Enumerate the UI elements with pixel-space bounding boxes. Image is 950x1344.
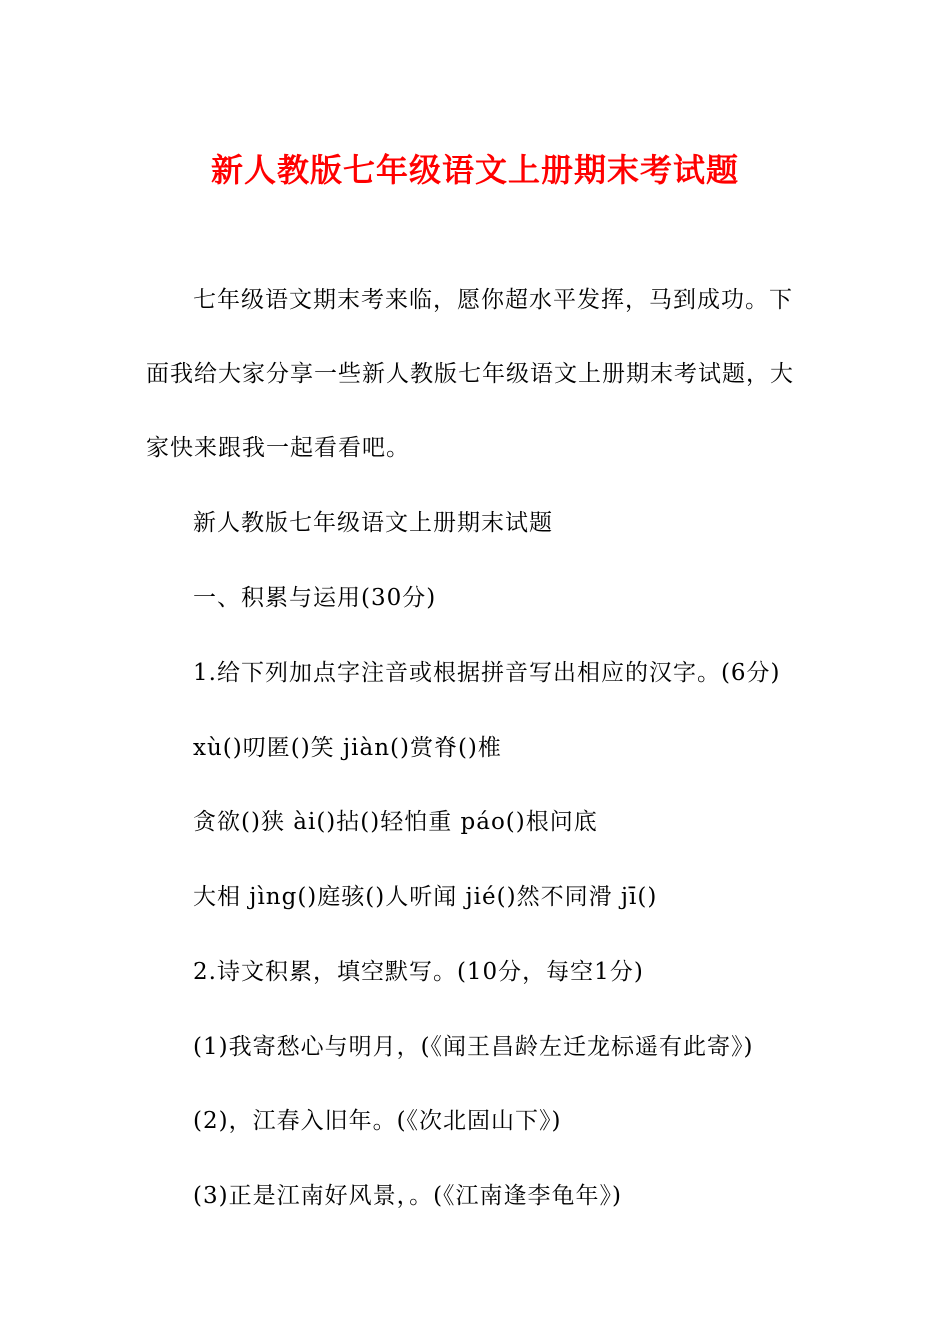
- question-2-item-3: (3)正是江南好风景，。(《江南逢李龟年》): [193, 1183, 623, 1209]
- intro-line-1: 七年级语文期末考来临，愿你超水平发挥，马到成功。下: [193, 287, 793, 313]
- question-1-line-2: 贪欲()狭 ài()拈()轻怕重 páo()根问底: [193, 809, 598, 835]
- document-title: 新人教版七年级语文上册期末考试题: [210, 151, 739, 189]
- question-2-item-2: (2)，江春入旧年。(《次北固山下》): [193, 1108, 562, 1134]
- exam-subtitle: 新人教版七年级语文上册期末试题: [193, 510, 553, 536]
- question-2-item-1: (1)我寄愁心与明月，(《闻王昌龄左迁龙标遥有此寄》): [193, 1034, 754, 1060]
- question-2-prompt: 2.诗文积累，填空默写。(10分，每空1分): [193, 959, 644, 985]
- intro-line-2: 面我给大家分享一些新人教版七年级语文上册期末考试题，大: [146, 361, 794, 387]
- intro-line-3: 家快来跟我一起看看吧。: [146, 435, 410, 461]
- question-1-line-3: 大相 jìng()庭骇()人听闻 jié()然不同滑 jī(): [193, 884, 658, 910]
- question-1-prompt: 1.给下列加点字注音或根据拼音写出相应的汉字。(6分): [193, 660, 781, 686]
- question-1-line-1: xù()叨匿()笑 jiàn()赏脊()椎: [193, 735, 502, 761]
- section-1-heading: 一、积累与运用(30分): [193, 585, 437, 611]
